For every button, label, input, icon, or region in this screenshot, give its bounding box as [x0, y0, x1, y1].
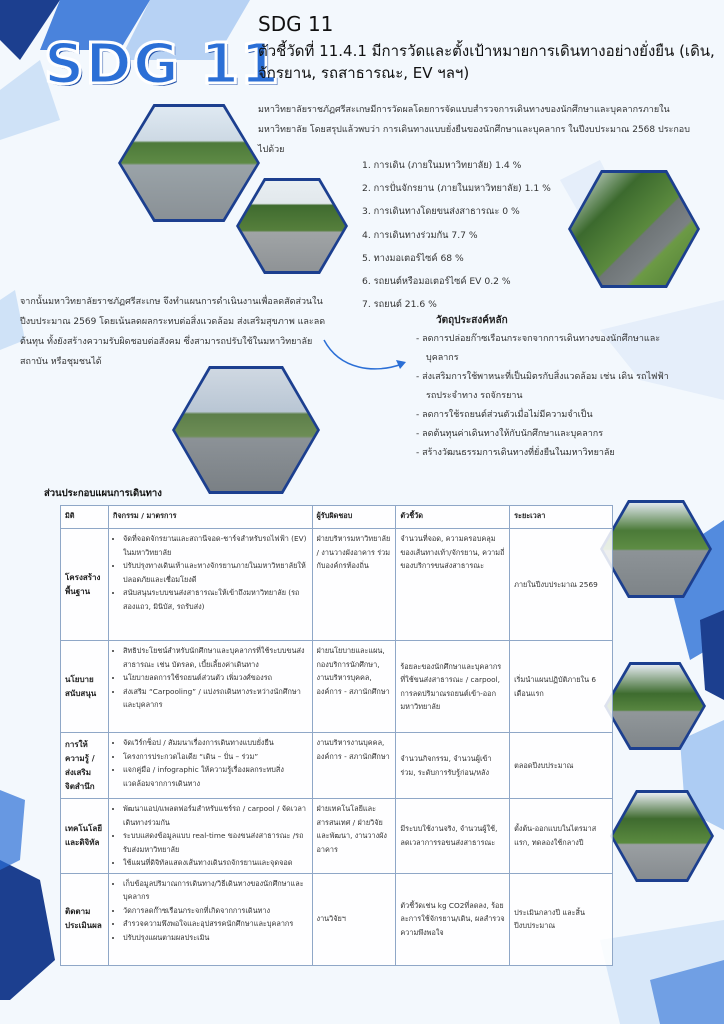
- sdg-badge: SDG 11: [44, 32, 281, 97]
- row-responsible: ฝ่ายบริหารมหาวิทยาลัย / งานวางผังอาคาร ร่วมกับองค์กรท้องถิ่น: [312, 529, 396, 641]
- list-item: - สร้างวัฒนธรรมการเดินทางที่ยั่งยืนในมหาวิทยาลัย: [416, 448, 615, 458]
- list-item: 5. ทางมอเตอร์ไซค์ 68 %: [362, 252, 464, 264]
- list-item: - ลดต้นทุนค่าเดินทางให้กับนักศึกษาและบุคลากร: [416, 429, 604, 439]
- plan-table: [60, 505, 613, 966]
- row-responsible: ฝ่ายเทคโนโลยีและสารสนเทศ / ฝ่ายวิจัยและพัฒนา, งานวางผังอาคาร: [312, 799, 396, 874]
- activity-item: • สิทธิประโยชน์สำหรับนักศึกษาและบุคลากรที่ใช้ระบบขนส่งสาธารณะ เช่น บัตรลด, เบี้ยเลี้ยงค่าเดินทาง: [123, 644, 308, 671]
- row-dimension: เทคโนโลยีและดิจิทัล: [61, 799, 109, 874]
- activity-item: • สนับสนุนระบบขนส่งสาธารณะให้เข้าถึงมหาวิทยาลัย (รถสองแถว, มินิบัส, รถรับส่ง): [123, 586, 308, 613]
- activity-item: • ส่งเสริม “Carpooling” / แบ่งรถเดินทางระหว่างนักศึกษาและบุคลากร: [123, 685, 308, 712]
- row-activities: [108, 799, 312, 874]
- row-kpi: จำนวนที่จอด, ความครอบคลุมของเส้นทางเท้า/จักรยาน, ความถี่ของบริการขนส่งสาธารณะ: [396, 529, 510, 641]
- row-responsible: งานบริหารงานบุคคล, องค์การ - สภานักศึกษา: [312, 733, 396, 799]
- row-dimension: นโยบายสนับสนุน: [61, 641, 109, 733]
- row-activities: [108, 529, 312, 641]
- column-header: ระยะเวลา: [510, 506, 613, 529]
- row-timeframe: เริ่มนำแผนปฏิบัติภายใน 6 เดือนแรก: [510, 641, 613, 733]
- curved-arrow-icon: [320, 336, 410, 376]
- activity-item: • ใช้แผนที่ดิจิทัลแสดงเส้นทางเดินรถจักรยานและจุดจอด: [123, 856, 308, 870]
- activity-item: • ระบบแสดงข้อมูลแบบ real-time ของขนส่งสาธารณะ /รถรับส่งมหาวิทยาลัย: [123, 829, 308, 856]
- row-kpi: จำนวนกิจกรรม, จำนวนผู้เข้าร่วม, ระดับการรับรู้ก่อน/หลัง: [396, 733, 510, 799]
- activity-item: • จัดเวิร์กช็อป / สัมมนาเรื่องการเดินทางแบบยั่งยืน: [123, 736, 308, 750]
- column-header: กิจกรรม / มาตรการ: [108, 506, 312, 529]
- activity-item: • จัดที่จอดจักรยานและสถานีจอด-ชาร์จสำหรับรถไฟฟ้า (EV) ในมหาวิทยาลัย: [123, 532, 308, 559]
- row-dimension: ติดตามประเมินผล: [61, 873, 109, 965]
- row-kpi: ร้อยละของนักศึกษาและบุคลากรที่ใช้ขนส่งสาธารณะ / carpool, การลดปริมาณรถยนต์เข้า-ออกมหาวิทยาลัย: [396, 641, 510, 733]
- row-timeframe: ตั้งต้น-ออกแบบในไตรมาสแรก, ทดลองใช้กลางปี: [510, 799, 613, 874]
- column-header: ผู้รับผิดชอบ: [312, 506, 396, 529]
- table-row: [61, 873, 613, 965]
- table-row: [61, 529, 613, 641]
- column-header: ตัวชี้วัด: [396, 506, 510, 529]
- row-responsible: ฝ่ายนโยบายและแผน, กองบริการนักศึกษา, งานบริหารบุคคล, องค์การ - สภานักศึกษา: [312, 641, 396, 733]
- section-title: ส่วนประกอบแผนการเดินทาง: [44, 488, 162, 499]
- list-item: - ลดการใช้รถยนต์ส่วนตัวเมื่อไม่มีความจำเป็น: [416, 410, 593, 420]
- activity-item: • วัดการลดก๊าซเรือนกระจกที่เกิดจากการเดินทาง: [123, 904, 308, 918]
- row-timeframe: ตลอดปีงบประมาณ: [510, 733, 613, 799]
- row-timeframe: ภายในปีงบประมาณ 2569: [510, 529, 613, 641]
- activity-item: • สำรวจความพึงพอใจและอุปสรรคนักศึกษาและบุคลากร: [123, 917, 308, 931]
- list-item: 6. รถยนต์หรือมอเตอร์ไซค์ EV 0.2 %: [362, 276, 511, 288]
- activity-item: • ปรับปรุงแผนตามผลประเมิน: [123, 931, 308, 945]
- activity-item: • พัฒนาแอป/แพลตฟอร์มสำหรับแชร์รถ / carpool / จัดเวลาเดินทางร่วมกัน: [123, 802, 308, 829]
- row-dimension: โครงสร้างพื้นฐาน: [61, 529, 109, 641]
- table-header-row: [61, 506, 613, 529]
- table-row: [61, 641, 613, 733]
- row-kpi: มีระบบใช้งานจริง, จำนวนผู้ใช้, ลดเวลาการรอขนส่งสาธารณะ: [396, 799, 510, 874]
- activity-item: • นโยบายลดการใช้รถยนต์ส่วนตัว เพิ่มวงศ์ของรถ: [123, 671, 308, 685]
- table-row: [61, 799, 613, 874]
- objectives-title: วัตถุประสงค์หลัก: [436, 315, 508, 326]
- list-item: - ลดการปล่อยก๊าซเรือนกระจกจากการเดินทางของนักศึกษาและบุคลากร: [416, 334, 661, 363]
- sdg-heading: SDG 11: [258, 12, 334, 36]
- row-activities: [108, 641, 312, 733]
- list-item: 7. รถยนต์ 21.6 %: [362, 299, 437, 311]
- activity-item: • โครงการประกวดไอเดีย “เดิน – ปั่น – ร่วม”: [123, 750, 308, 764]
- plan-paragraph: จากนั้นมหาวิทยาลัยราชภัฏศรีสะเกษ จึงทำแผนการดำเนินงานเพื่อลดสัดส่วนในปีงบประมาณ 2569 โดยเน้นลดผลกระทบต่อสิ่งแวดล้อม ส่งเสริมสุขภาพ และลดต้นทุน ทั้งยังสร้างความรับผิดชอบต่อสังคม ซึ่งสามารถปรับใช้ในมหาวิทยาลัย สถาบัน หรือชุมชนได้: [20, 297, 326, 367]
- travel-mode-list: [362, 154, 551, 316]
- page-title: ตัวชี้วัดที่ 11.4.1 มีการวัดและตั้งเป้าหมายการเดินทางอย่างยั่งยืน (เดิน, จักรยาน, รถสาธารณะ, EV ฯลฯ): [258, 42, 715, 82]
- row-dimension: การให้ความรู้ / ส่งเสริมจิตสำนึก: [61, 733, 109, 799]
- list-item: 2. การปั่นจักรยาน (ภายในมหาวิทยาลัย) 1.1 %: [362, 183, 551, 195]
- table-row: [61, 733, 613, 799]
- list-item: 1. การเดิน (ภายในมหาวิทยาลัย) 1.4 %: [362, 160, 522, 171]
- row-kpi: ตัวชี้วัดเช่น kg CO2ที่ลดลง, ร้อยละการใช้จักรยาน/เดิน, ผลสำรวจความพึงพอใจ: [396, 873, 510, 965]
- column-header: มิติ: [61, 506, 109, 529]
- list-item: 3. การเดินทางโดยขนส่งสาธารณะ 0 %: [362, 206, 520, 218]
- row-activities: [108, 733, 312, 799]
- row-responsible: งานวิจัยฯ: [312, 873, 396, 965]
- row-timeframe: ประเมินกลางปี และสิ้นปีงบประมาณ: [510, 873, 613, 965]
- row-activities: [108, 873, 312, 965]
- intro-paragraph: มหาวิทยาลัยราชภัฏศรีสะเกษมีการวัดผลโดยการจัดแบบสำรวจการเดินทางของนักศึกษาและบุคลากรภายในมหาวิทยาลัย โดยสรุปแล้วพบว่า การเดินทางแบบยั่งยืนของนักศึกษาและบุคลากร ในปีงบประมาณ 2568 ประกอบไปด้วย: [258, 105, 690, 155]
- activity-item: • แจกคู่มือ / infographic ให้ความรู้เรื่องผลกระทบสิ่งแวดล้อมจากการเดินทาง: [123, 763, 308, 790]
- activity-item: • เก็บข้อมูลปริมาณการเดินทาง/วิธีเดินทางของนักศึกษาและบุคลากร: [123, 877, 308, 904]
- objectives-list: [412, 330, 672, 463]
- list-item: 4. การเดินทางร่วมกัน 7.7 %: [362, 229, 478, 241]
- activity-item: • ปรับปรุงทางเดินเท้าและทางจักรยานภายในมหาวิทยาลัยให้ปลอดภัยและเชื่อมโยงดี: [123, 559, 308, 586]
- list-item: - ส่งเสริมการใช้พาหนะที่เป็นมิตรกับสิ่งแวดล้อม เช่น เดิน รถไฟฟ้า รถประจำทาง รถจักรยาน: [416, 372, 669, 401]
